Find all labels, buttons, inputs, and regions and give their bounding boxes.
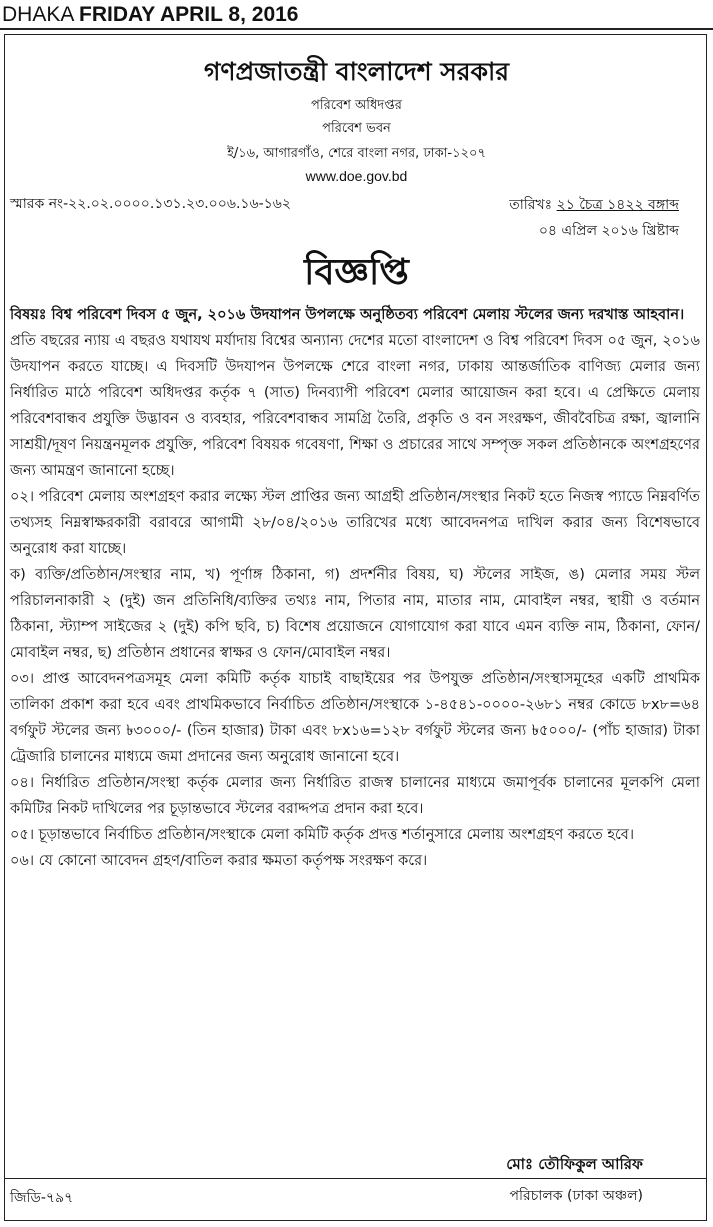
date-label: তারিখঃ [509, 197, 553, 213]
government-title: গণপ্রজাতন্ত্রী বাংলাদেশ সরকার [204, 57, 509, 86]
signatory-title: পরিচালক (ঢাকা অঞ্চল) [509, 1188, 643, 1204]
paragraph-06: ০৬। যে কোনো আবেদন গ্রহণ/বাতিল করার ক্ষমতা কর্তৃপক্ষ সংরক্ষণ করে। [10, 853, 428, 869]
notice-body [10, 302, 700, 874]
notice-subject: বিষয়ঃ বিশ্ব পরিবেশ দিবস ৫ জুন, ২০১৬ উদযাপন উপলক্ষে অনুষ্ঠিতব্য পরিবেশ মেলায় স্টলের জন্য দরখাস্ত আহবান। [10, 307, 685, 323]
office-address: ই/১৬, আগারগাঁও, শেরে বাংলা নগর, ঢাকা-১২০৭ [227, 146, 486, 161]
paragraph-03: ০৩। প্রাপ্ত আবেদনপত্রসমূহ মেলা কমিটি কর্তৃক যাচাই বাছাইয়ের পর উপযুক্ত প্রতিষ্ঠান/সংস্থাসমূহের একটি প্রাথমিক তালিকা প্রকাশ করা হবে এবং প্রাথমিকভাবে নির্বাচিত প্রতিষ্ঠান/সংস্থাকে ১-৪৫৪১-০০০০-২৬৮১ নম্বর কোডে ৮x৮=৬৪ বর্গফুট স্টলের জন্য ৳৩০০০/- (তিন হাজার) টাকা এবং ৮x১৬=১২৮ বর্গফুট স্টলের জন্য ৳৫০০০/- (পাঁচ হাজার) টাকা ট্রেজারি চালানের মাধ্যমে জমা প্রদানের জন্য অনুরোধ জানানো হবে। [10, 671, 700, 765]
date-bangla: ২১ চৈত্র ১৪২২ বঙ্গাব্দ [556, 197, 679, 213]
date-english: ০৪ এপ্রিল ২০১৬ খ্রিষ্টাব্দ [538, 223, 679, 239]
dateline-date: FRIDAY APRIL 8, 2016 [79, 3, 299, 26]
building-name: পরিবেশ ভবন [322, 121, 391, 136]
dateline-city: DHAKA [2, 3, 74, 26]
memo-number: স্মারক নং-২২.০২.০০০০.১৩১.২৩.০০৬.১৬-১৬২ [10, 196, 291, 212]
paragraph-required-info: ক) ব্যক্তি/প্রতিষ্ঠান/সংস্থার নাম, খ) পূর্ণাঙ্গ ঠিকানা, গ) প্রদর্শনীর বিষয়, ঘ) স্টলের সাইজ, ঙ) মেলার সময় স্টল পরিচালনাকারী ২ (দুই) জন প্রতিনিধি/ব্যক্তির তথ্যঃ নাম, পিতার নাম, মাতার নাম, মোবাইল নম্বর, স্থায়ী ও বর্তমান ঠিকানা, স্ট্যাম্প সাইজের ২ (দুই) কপি ছবি, চ) বিশেষ প্রয়োজনে যোগাযোগ করা যাবে এমন ব্যক্তি নাম, ঠিকানা, ফোন/মোবাইল নম্বর, ছ) প্রতিষ্ঠান প্রধানের স্বাক্ষর ও ফোন/মোবাইল নম্বর। [10, 567, 700, 661]
notice-title: বিজ্ঞপ্তি [304, 252, 409, 293]
paragraph-04: ০৪। নির্ধারিত প্রতিষ্ঠান/সংস্থা কর্তৃক মেলার জন্য নির্ধারিত রাজস্ব চালানের মাধ্যমে জমাপূর্বক চালানের মূলকপি মেলা কমিটির নিকট দাখিলের পর চূড়ান্তভাবে স্টলের বরাদ্দপত্র প্রদান করা হবে। [10, 775, 700, 817]
footer-divider [4, 1178, 707, 1179]
signatory-name: মোঃ তৌফিকুল আরিফ [506, 1155, 643, 1173]
paragraph-05: ০৫। চূড়ান্তভাবে নির্বাচিত প্রতিষ্ঠান/সংস্থাকে মেলা কমিটি কর্তৃক প্রদত্ত শর্তানুসারে মেলায় অংশগ্রহণ করতে হবে। [10, 827, 635, 843]
newspaper-dateline [0, 0, 713, 30]
notice-dates [509, 192, 679, 244]
gd-number: জিডি-৭৯৭ [10, 1190, 74, 1206]
website-url: www.doe.gov.bd [305, 168, 408, 184]
paragraph-intro: প্রতি বছরের ন্যায় এ বছরও যথাযথ মর্যাদায় বিশ্বের অন্যান্য দেশের মতো বাংলাদেশ ও বিশ্ব পরিবেশ দিবস ০৫ জুন, ২০১৬ উদযাপন করতে যাচ্ছে। এ দিবসটি উদযাপন উপলক্ষে শেরে বাংলা নগর, ঢাকায় আন্তর্জাতিক বাণিজ্য মেলার জন্য নির্ধারিত মাঠে পরিবেশ অধিদপ্তর কর্তৃক ৭ (সাত) দিনব্যাপী পরিবেশ মেলার আয়োজন করা হবে। এ প্রেক্ষিতে মেলায় পরিবেশবান্ধব প্রযুক্তি উদ্ভাবন ও ব্যবহার, পরিবেশবান্ধব সামগ্রি তৈরি, প্রকৃতি ও বন সংরক্ষণ, জীববৈচিত্র রক্ষা, জ্বালানি সাশ্রয়ী/দূষণ নিয়ন্ত্রনমূলক প্রযুক্তি, পরিবেশ বিষয়ক গবেষণা, শিক্ষা ও প্রচারের সাথে সম্পৃক্ত সকল প্রতিষ্ঠানকে অংশগ্রহণের জন্য আমন্ত্রণ জানানো হচ্ছে। [10, 333, 700, 479]
paragraph-02: ০২। পরিবেশ মেলায় অংশগ্রহণ করার লক্ষ্যে স্টল প্রাপ্তির জন্য আগ্রহী প্রতিষ্ঠান/সংস্থার নিকট হতে নিজস্ব প্যাডে নিম্নবর্ণিত তথ্যসহ নিম্নস্বাক্ষরকারী বরাবরে আগামী ২৮/০৪/২০১৬ তারিখের মধ্যে আবেদনপত্র দাখিল করার জন্য বিশেষভাবে অনুরোধ করা যাচ্ছে। [10, 489, 700, 557]
department-name: পরিবেশ অধিদপ্তর [311, 98, 402, 113]
